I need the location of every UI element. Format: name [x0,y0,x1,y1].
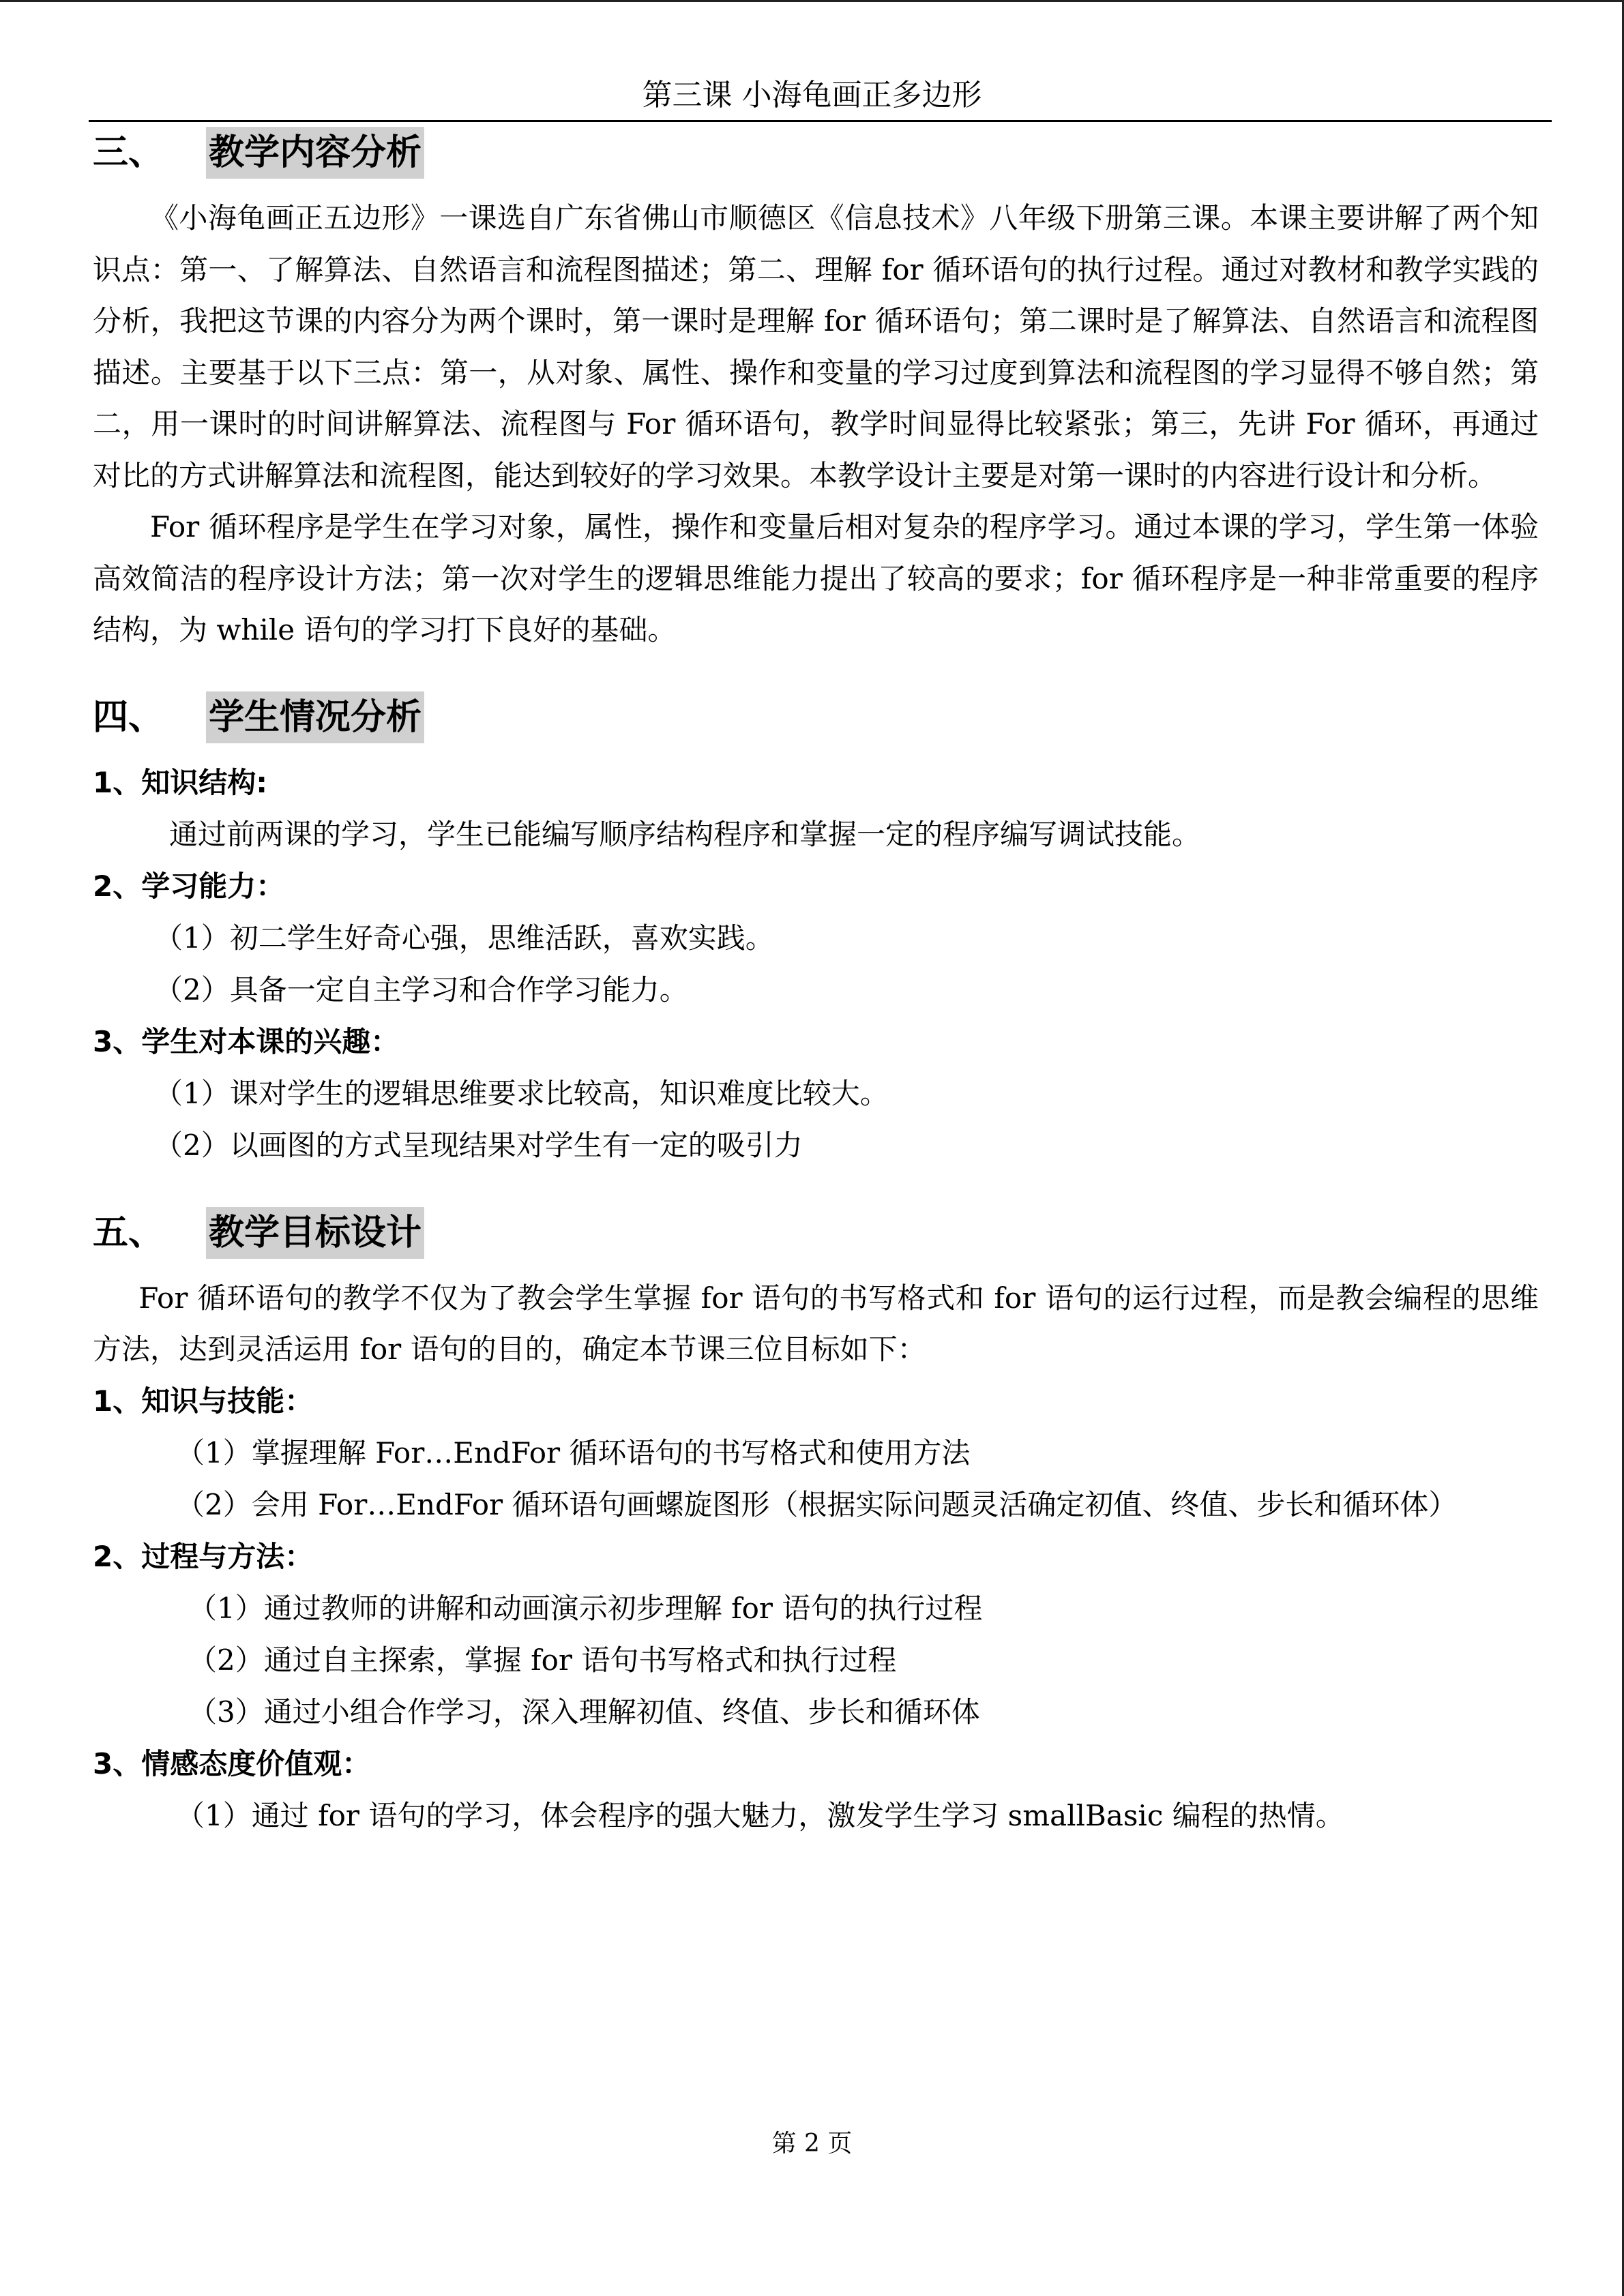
list-item: （1）课对学生的逻辑思维要求比较高，知识难度比较大。 [154,1076,889,1110]
header-rule [89,120,1552,122]
list-item: （2）会用 For…EndFor 循环语句画螺旋图形（根据实际问题灵活确定初值、终值、步长和循环体） [176,1487,1458,1521]
page-number: 第 2 页 [771,2130,853,2158]
list-item: （2）具备一定自主学习和合作学习能力。 [154,972,688,1007]
page-header-title: 第三课 小海龟画正多边形 [642,78,982,113]
section-number: 四、 [93,696,164,738]
list-item: （1）通过教师的讲解和动画演示初步理解 for 语句的执行过程 [188,1591,983,1625]
list-item: （3）通过小组合作学习，深入理解初值、终值、步长和循环体 [188,1695,980,1729]
section-number: 三、 [93,132,164,173]
section-title: 学生情况分析 [206,691,424,743]
list-item: （2）通过自主探索，掌握 for 语句书写格式和执行过程 [188,1643,897,1677]
section-heading-teaching-goals [93,1207,1539,1259]
section-title: 教学内容分析 [206,127,424,179]
list-item: （1）通过 for 语句的学习，体会程序的强大魅力，激发学生学习 smallBasic 编程的热情。 [176,1798,1344,1832]
list-item: （1）掌握理解 For…EndFor 循环语句的书写格式和使用方法 [176,1435,971,1470]
sub-heading: 3、学生对本课的兴趣： [93,1024,400,1058]
list-item: 通过前两课的学习，学生已能编写顺序结构程序和掌握一定的程序编写调试技能。 [169,817,1201,851]
sub-heading: 1、知识与技能： [93,1384,314,1418]
section-number: 五、 [93,1212,164,1253]
sub-heading: 3、情感态度价值观： [93,1746,371,1780]
document-body [93,127,1539,1842]
sub-heading: 1、知识结构: [93,765,268,799]
list-item: （2）以画图的方式呈现结果对学生有一定的吸引力 [154,1128,803,1162]
page-border-top [0,0,1624,2]
section-title: 教学目标设计 [206,1207,424,1259]
sub-heading: 2、学习能力： [93,869,285,903]
paragraph: 《小海龟画正五边形》一课选自广东省佛山市顺德区《信息技术》八年级下册第三课。本课主要讲解了两个知识点：第一、了解算法、自然语言和流程图描述；第二、理解 for 循环语句的执行过程。通过对教材和教学实践的分析，我把这节课的内容分为两个课时，第一课时是理解 for 循环语句；第二课时是了解算法、自然语言和流程图描述。主要基于以下三点：第一，从对象、属性、操作和变量的学习过度到算法和流程图的学习显得不够自然；第二，用一课时的时间讲解算法、流程图与 For 循环语句，教学时间显得比较紧张；第三，先讲 For 循环，再通过对比的方式讲解算法和流程图，能达到较好的学习效果。本教学设计主要是对第一课时的内容进行设计和分析。 [93,201,1539,492]
section-heading-student-analysis [93,691,1539,743]
sub-heading: 2、过程与方法： [93,1539,314,1573]
paragraph: For 循环语句的教学不仅为了教会学生掌握 for 语句的书写格式和 for 语句的运行过程，而是教会编程的思维方法，达到灵活运用 for 语句的目的，确定本节课三位目标如下： [93,1281,1539,1366]
list-item: （1）初二学生好奇心强，思维活跃，喜欢实践。 [154,921,774,955]
section-heading-content-analysis [93,127,1539,179]
paragraph: For 循环程序是学生在学习对象，属性，操作和变量后相对复杂的程序学习。通过本课的学习，学生第一体验高效简洁的程序设计方法；第一次对学生的逻辑思维能力提出了较高的要求；for 循环程序是一种非常重要的程序结构，为 while 语句的学习打下良好的基础。 [93,510,1539,646]
